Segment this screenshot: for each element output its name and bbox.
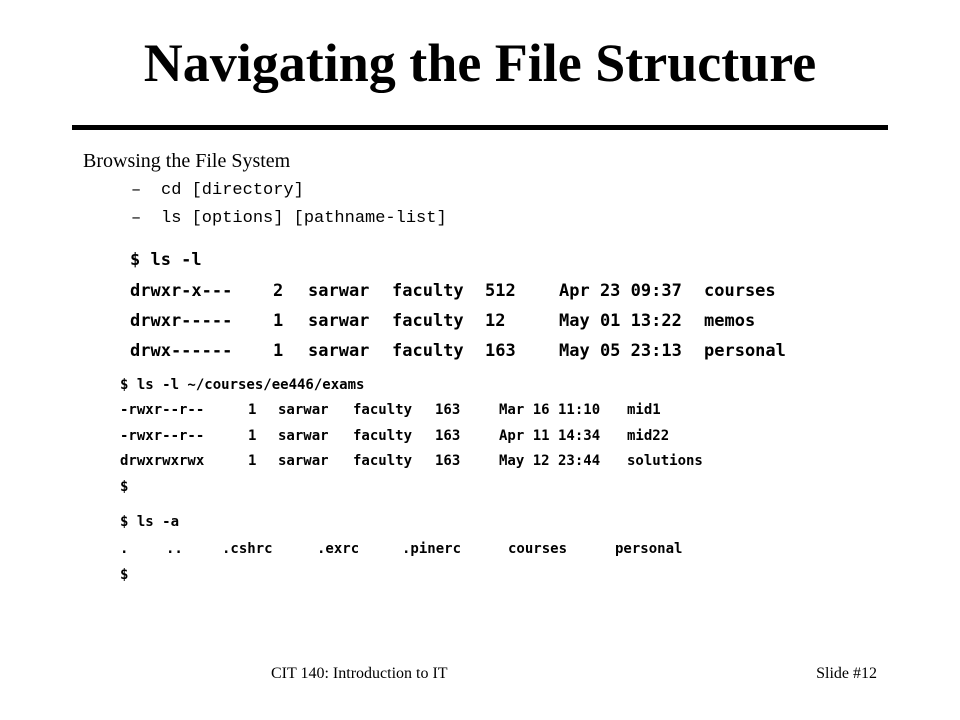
links-cell: 1 [248,453,257,469]
dir-entry: personal [615,541,683,557]
dash-marker: – [131,181,142,200]
owner-cell: sarwar [278,428,329,444]
sub-bullet-cd [131,180,304,202]
group-cell: faculty [353,428,413,444]
filename-cell: mid22 [627,428,670,444]
size-cell: 512 [485,281,516,301]
group-cell: faculty [392,311,464,331]
dir-entry: .pinerc [402,541,462,557]
date-cell: May 05 23:13 [559,341,682,361]
permissions-cell: -rwxr--r-- [120,428,205,444]
dir-entry: .cshrc [222,541,273,557]
date-cell: Apr 23 09:37 [559,281,682,301]
links-cell: 1 [248,428,257,444]
group-cell: faculty [353,402,413,418]
size-cell: 163 [435,453,461,469]
filename-cell: mid1 [627,402,661,418]
terminal-output-ls-exams [120,377,703,495]
owner-cell: sarwar [278,402,329,418]
permissions-cell: drwxrwxrwx [120,453,205,469]
dir-entry: . [120,541,129,557]
filename-cell: solutions [627,453,703,469]
terminal-output-ls-a [120,514,683,583]
filename-cell: courses [704,281,776,301]
slide-title: Navigating the File Structure [143,33,817,93]
size-cell: 163 [435,428,461,444]
date-cell: May 12 23:44 [499,453,601,469]
dir-entry: courses [508,541,568,557]
terminal-output-ls-l [130,250,786,361]
owner-cell: sarwar [308,281,370,301]
group-cell: faculty [353,453,413,469]
links-cell: 1 [273,341,284,361]
footer-course: CIT 140: Introduction to IT [271,665,448,682]
terminal-prompt: $ ls -l ~/courses/ee446/exams [120,377,365,393]
size-cell: 163 [485,341,516,361]
terminal-end-prompt: $ [120,567,129,583]
owner-cell: sarwar [278,453,329,469]
links-cell: 2 [273,281,284,301]
dir-entry: .. [166,541,183,557]
links-cell: 1 [273,311,284,331]
terminal-prompt: $ ls -a [120,514,180,530]
size-cell: 163 [435,402,461,418]
filename-cell: memos [704,311,756,331]
date-cell: Mar 16 11:10 [499,402,601,418]
permissions-cell: drwxr----- [130,311,233,331]
title-divider [72,125,888,130]
owner-cell: sarwar [308,341,370,361]
date-cell: May 01 13:22 [559,311,682,331]
owner-cell: sarwar [308,311,370,331]
terminal-prompt: $ ls -l [130,250,202,270]
date-cell: Apr 11 14:34 [499,428,601,444]
size-cell: 12 [485,311,506,331]
group-cell: faculty [392,341,464,361]
permissions-cell: -rwxr--r-- [120,402,205,418]
sub-bullet-text: ls [options] [pathname-list] [161,209,447,228]
dash-marker: – [131,209,142,228]
bullet-browsing: Browsing the File System [83,150,291,172]
dir-entry: .exrc [317,541,360,557]
permissions-cell: drwxr-x--- [130,281,233,301]
terminal-end-prompt: $ [120,479,129,495]
filename-cell: personal [704,341,786,361]
footer-slide-number: Slide #12 [816,665,877,682]
permissions-cell: drwx------ [130,341,233,361]
group-cell: faculty [392,281,464,301]
sub-bullet-ls [131,208,447,230]
sub-bullet-text: cd [directory] [161,181,304,200]
links-cell: 1 [248,402,257,418]
